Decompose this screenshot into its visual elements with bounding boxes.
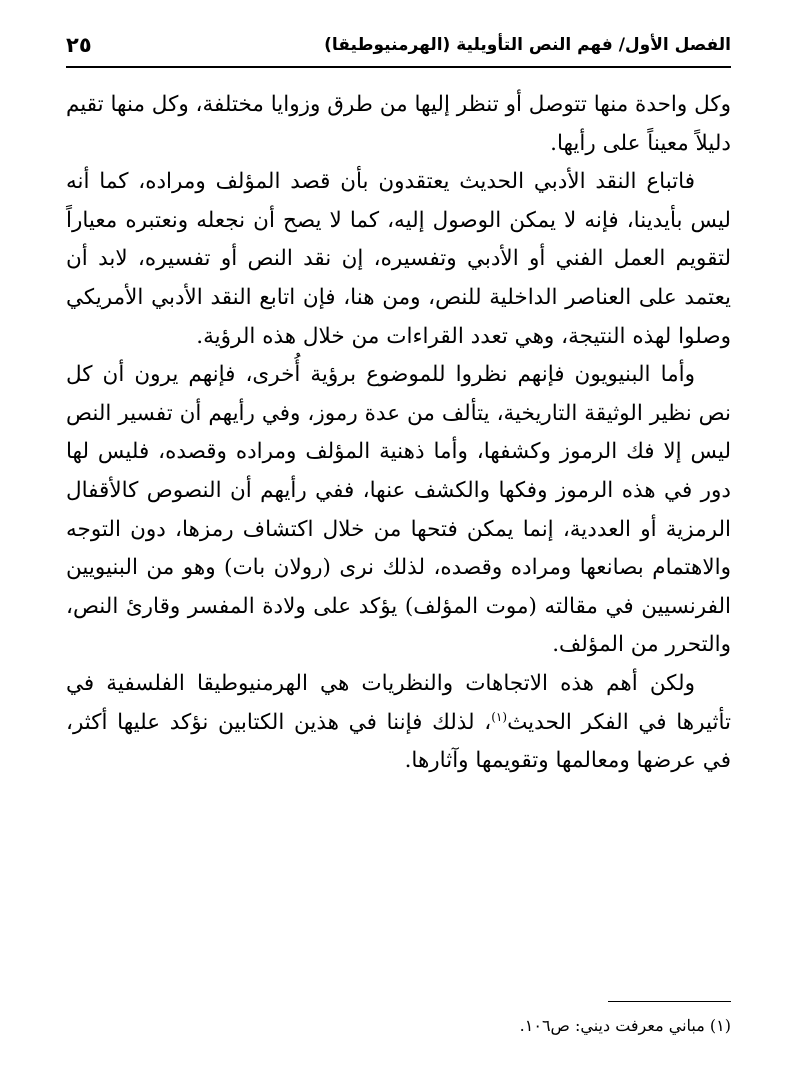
paragraph-3: وأما البنيويون فإنهم نظروا للموضوع برؤية أُخرى، فإنهم يرون أن كل نص نظير الوثيقة التاريخية، يتألف من عدة رموز، وفي رأيهم أن تفسير النص ليس إلا فك الرموز وكشفها، وأما ذهنية المؤلف ومراده وقصده، فليس لها دور في هذه الرموز وفكها والكشف عنها، ففي رأيهم أن النصوص كالأقفال الرمزية أو العددية، إنما يمكن فتحها من خلال اكتشاف رمزها، دون التوجه والاهتمام بصانعها ومراده وقصده، لذلك نرى (رولان بات) وهو من البنيويين الفرنسيين في مقالته (موت المؤلف) يؤكد على ولادة المفسر وقارئ النص، والتحرر من المؤلف. bbox=[66, 362, 731, 658]
footnote: (١) مباني معرفت ديني: ص١٠٦. bbox=[519, 1016, 731, 1035]
chapter-title: الفصل الأول/ فهم النص التأويلية (الهرمنيوطيقا) bbox=[324, 35, 731, 55]
footnote-separator bbox=[608, 1001, 731, 1002]
body-text bbox=[66, 86, 731, 781]
paragraph-4 bbox=[66, 665, 731, 781]
paragraph-2: فاتباع النقد الأدبي الحديث يعتقدون بأن قصد المؤلف ومراده، كما أنه ليس بأيدينا، فإنه لا يمكن الوصول إليه، كما لا يصح أن نجعله ونعتبره معياراً لتقويم العمل الفني أو الأدبي وتفسيره، إن نقد النص أو تفسيره، لابد أن يعتمد على العناصر الداخلية للنص، ومن هنا، فإن اتابع النقد الأدبي الأمريكي وصلوا لهذه النتيجة، وهي تعدد القراءات من خلال هذه الرؤية. bbox=[66, 169, 731, 349]
paragraph-1: وكل واحدة منها تتوصل أو تنظر إليها من طرق وزوايا مختلفة، وكل منها تقيم دليلاً معيناً على رأيها. bbox=[66, 92, 731, 156]
running-header bbox=[66, 28, 731, 62]
footnote-reference: (١) bbox=[491, 709, 508, 724]
page-number: ٢٥ bbox=[66, 33, 92, 57]
header-rule bbox=[66, 66, 731, 68]
paragraph-4-start: ولكن أهم هذه الاتجاهات والنظريات هي الهرمنيوطيقا الفلسفية في تأثيرها في الفكر الحديث bbox=[66, 670, 731, 735]
paragraph-4-end: ، لذلك فإننا في هذين الكتابين نؤكد عليها أكثر، في عرضها ومعالمها وتقويمها وآثارها. bbox=[66, 709, 731, 774]
